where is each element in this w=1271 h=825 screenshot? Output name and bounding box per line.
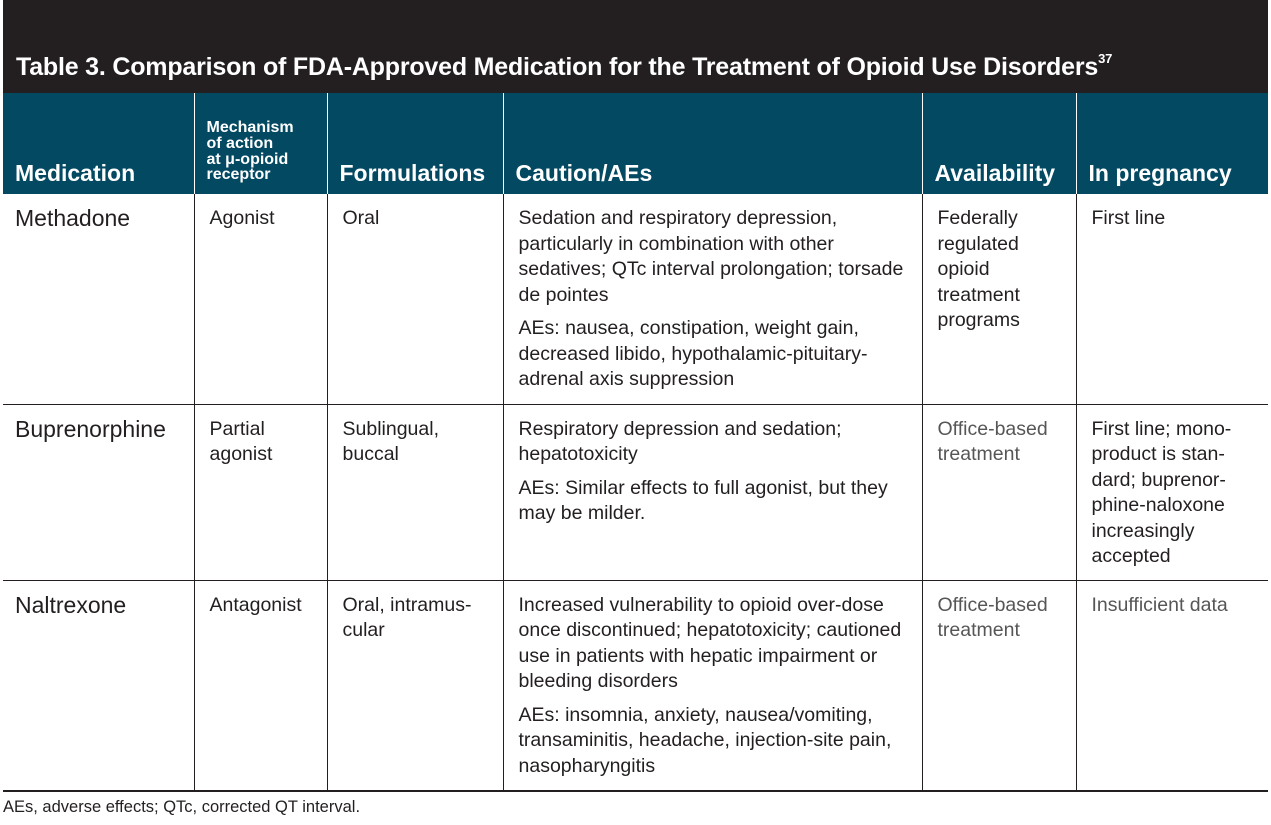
cell-availability: Office-based treatment (922, 580, 1076, 791)
adverse-effects-text: AEs: nausea, constipation, weight gain, decreased libido, hypothalamic-pituitary-adrenal axis suppression (518, 317, 868, 390)
cell-availability: Office-based treatment (922, 404, 1076, 580)
title-citation: 37 (1098, 51, 1113, 66)
cell-pregnancy: Insufficient data (1076, 580, 1268, 791)
cell-medication: Methadone (3, 194, 194, 404)
caution-text: Increased vulnerability to opioid over-dose once discontinued; hepatotoxicity; cautioned use in patients with hepatic impairment or bleeding disorders (518, 593, 902, 692)
cell-caution (503, 404, 922, 580)
cell-formulations: Oral, intramus- cular (327, 580, 503, 791)
medication-comparison-table (3, 93, 1268, 792)
header-formulations: Formulations (327, 93, 503, 194)
table-title: Table 3. Comparison of FDA-Approved Medication for the Treatment of Opioid Use Disorders$^{37}$ (16, 51, 1113, 81)
cell-medication: Buprenorphine (3, 404, 194, 580)
cell-pregnancy: First line; mono- product is stan- dard; buprenor- phine-naloxone increasingly accepted (1076, 404, 1268, 580)
cell-caution (503, 194, 922, 404)
cell-caution (503, 580, 922, 791)
caution-text: Respiratory depression and sedation; hepatotoxicity (518, 417, 842, 465)
table-row (3, 404, 1268, 580)
cell-mechanism: Agonist (194, 194, 327, 404)
cell-availability: Federally regulated opioid treatment programs (922, 194, 1076, 404)
header-availability: Availability (922, 93, 1076, 194)
cell-pregnancy: First line (1076, 194, 1268, 404)
adverse-effects-text: AEs: insomnia, anxiety, nausea/vomiting, transaminitis, headache, injection-site pain, nasopharyngitis (518, 703, 892, 777)
header-medication: Medication (15, 159, 136, 186)
table-row (3, 580, 1268, 791)
header-row (3, 93, 1268, 194)
header-mechanism: Mechanism of action at μ-opioid receptor (194, 93, 327, 194)
table-row (3, 194, 1268, 404)
header-caution: Caution/AEs (503, 93, 922, 194)
cell-medication: Naltrexone (3, 580, 194, 791)
header-pregnancy: In pregnancy (1076, 93, 1268, 194)
title-bar (3, 0, 1268, 93)
caution-text: Sedation and respiratory depression, particularly in combination with other sedatives; QTc interval prolongation; torsade de pointes (518, 207, 904, 306)
table-footnote: AEs, adverse effects; QTc, corrected QT interval. (3, 798, 361, 816)
cell-mechanism: Partial agonist (194, 404, 327, 580)
cell-mechanism: Antagonist (194, 580, 327, 791)
adverse-effects-text: AEs: Similar effects to full agonist, but they may be milder. (518, 476, 888, 524)
cell-formulations: Oral (327, 194, 503, 404)
cell-formulations: Sublingual, buccal (327, 404, 503, 580)
